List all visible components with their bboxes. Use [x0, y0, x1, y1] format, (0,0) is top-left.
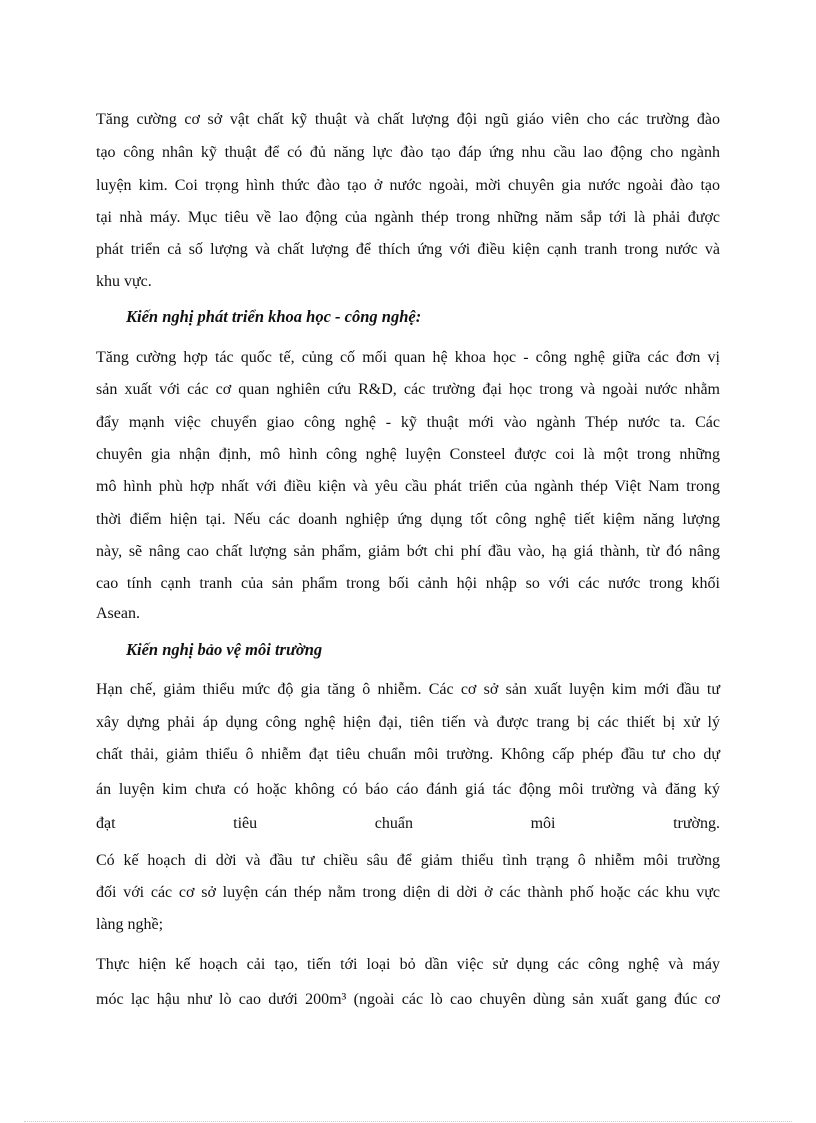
paragraph-line: làng nghề; — [96, 916, 164, 933]
paragraph-line: luyện kim. Coi trọng hình thức đào tạo ở nước ngoài, mời chuyên gia nước ngoài đào tạo — [96, 177, 720, 194]
paragraph-line: cao tính cạnh tranh của sản phẩm trong bối cảnh hội nhập so với các nước trong khối — [96, 575, 720, 592]
paragraph-line: Tăng cường hợp tác quốc tế, củng cố mối quan hệ khoa học - công nghệ giữa các đơn vị — [96, 349, 720, 366]
paragraph-line: án luyện kim chưa có hoặc không có báo cáo đánh giá tác động môi trường và đăng ký — [96, 781, 720, 798]
paragraph-line: khu vực. — [96, 273, 152, 290]
paragraph-line: này, sẽ nâng cao chất lượng sản phẩm, giảm bớt chi phí đầu vào, hạ giá thành, từ đó nâng — [96, 543, 720, 560]
paragraph-line: sản xuất với các cơ quan nghiên cứu R&D, các trường đại học trong và ngoài nước nhằm — [96, 381, 720, 398]
section-heading: Kiến nghị bảo vệ môi trường — [126, 640, 323, 659]
page-bottom-rule — [24, 1121, 792, 1122]
paragraph-line: đẩy mạnh việc chuyển giao công nghệ - kỹ thuật mới vào ngành Thép nước ta. Các — [96, 414, 720, 431]
paragraph-line: thời điểm hiện tại. Nếu các doanh nghiệp ứng dụng tốt công nghệ tiết kiệm năng lượng — [96, 511, 720, 528]
section-heading: Kiến nghị phát triển khoa học - công nghệ: — [126, 307, 422, 326]
paragraph-line: Asean. — [96, 605, 140, 622]
paragraph-line: đối với các cơ sở luyện cán thép nằm trong diện di dời ở các thành phố hoặc các khu vực — [96, 884, 720, 901]
paragraph-line: tạo công nhân kỹ thuật để có đủ năng lực đào tạo đáp ứng nhu cầu lao động cho ngành — [96, 144, 720, 161]
paragraph-line: đạt tiêu chuẩn môi trường. — [96, 815, 720, 832]
paragraph-line: mô hình phù hợp nhất với điều kiện và yêu cầu phát triển của ngành thép Việt Nam trong — [96, 478, 720, 495]
paragraph-line: Thực hiện kế hoạch cải tạo, tiến tới loại bỏ dần việc sử dụng các công nghệ và máy — [96, 956, 720, 973]
paragraph-line: Tăng cường cơ sở vật chất kỹ thuật và chất lượng đội ngũ giáo viên cho các trường đào — [96, 111, 720, 128]
paragraph-line: chất thải, giảm thiểu ô nhiễm đạt tiêu chuẩn môi trường. Không cấp phép đầu tư cho dự — [96, 746, 720, 763]
paragraph-line: chuyên gia nhận định, mô hình công nghệ luyện Consteel được coi là một trong những — [96, 446, 720, 463]
paragraph-line: tại nhà máy. Mục tiêu về lao động của ngành thép trong những năm sắp tới là phải được — [96, 209, 720, 226]
paragraph-line: phát triển cả số lượng và chất lượng để thích ứng với điều kiện cạnh tranh trong nước và — [96, 241, 720, 258]
paragraph-line: Có kế hoạch di dời và đầu tư chiều sâu để giảm thiểu tình trạng ô nhiễm môi trường — [96, 852, 720, 869]
paragraph-line: Hạn chế, giảm thiểu mức độ gia tăng ô nhiễm. Các cơ sở sản xuất luyện kim mới đầu tư — [96, 681, 720, 698]
paragraph-line: xây dựng phải áp dụng công nghệ hiện đại, tiên tiến và được trang bị các thiết bị xử lý — [96, 714, 720, 731]
paragraph-line: móc lạc hậu như lò cao dưới 200m³ (ngoài các lò cao chuyên dùng sản xuất gang đúc cơ — [96, 991, 720, 1008]
